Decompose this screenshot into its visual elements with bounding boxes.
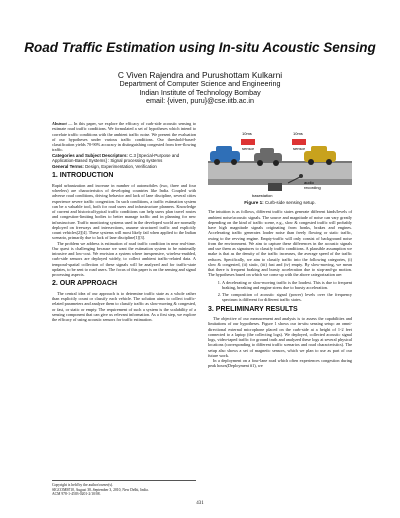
section-heading-introduction: 1. INTRODUCTION (52, 172, 114, 180)
magnetic-sensor-left-icon (241, 139, 255, 145)
road-surface (208, 163, 352, 179)
basestation-icon (268, 183, 282, 191)
page-number: 431 (196, 501, 204, 506)
left-sensor-label: sensor (242, 146, 255, 151)
intro-paragraph-2: The problem we address is estimation of road traffic condition in near real-time. Our quest is challenging because we want the estimation system to be minimally intrusive and low-cost. We envision a system where inexpensive, wireless-enabled, curb-side sensors are deployed widely, to collect ambient traffic-related data. A temporal-spatial collection of these signals will be analyzed and for traffic-state updates, to be sent to road users. The focus of this paper is on the sensing and signal processing aspects. (52, 240, 196, 278)
right-sensor-label: sensor (293, 146, 306, 151)
footnote-line-3: ACM 978-1-4503-0201-2/10/08. (52, 492, 101, 497)
terms-text: Design, Experimentation, Verification (83, 163, 157, 169)
footnote-line-1: Copyright is held by the author/owner(s). (52, 483, 114, 487)
section-heading-results: 3. PRELIMINARY RESULTS (208, 305, 298, 313)
paper-title: Road Traffic Estimation using In-situ Acoustic Sensing (24, 40, 376, 55)
figure-caption-label: Figure 1: (244, 200, 264, 205)
terms-label: General Terms: (52, 163, 84, 169)
categories-text: C.3 [Special-Purpose and Application-Based Systems] : Signal processing systems (52, 152, 180, 164)
audio-recording-label-2: recording (304, 185, 321, 190)
figure-caption-text: Curb-side sensing setup. (263, 200, 316, 205)
abstract (52, 121, 196, 153)
hypothesis-1: 1. A decelerating or slow-moving traffic is the loudest. This is due to frequent braking, breaking and engine stress due to bursty acceleration. (222, 280, 352, 291)
left-column (52, 121, 196, 322)
copyright-footnote (52, 480, 196, 497)
results-paragraph-1: The objective of our measurement and analysis is to assess the capabilities and limitations of our hypotheses. Figure 1 shows our in-situ sensing setup: an omni-directional external microphone placed on the curb-side at a height of 1-2 feet connected to a laptop (the collecting logs). We deployed, collected acoustic signal logs, video-taped traffic for ground truth and analyzed these logs at several physical locations (corresponding to different traffic scenarios and road characteristics). The setup also shows a set of magnetic sensors, which we plan to use as part of our future work. (208, 316, 352, 358)
curbside-setup-illustration (208, 121, 352, 199)
hypotheses-list (208, 280, 352, 303)
author-email: email: {viven, puru}@cse.iitb.ac.in (146, 96, 254, 106)
author-names: C Viven Rajendra and Purushottam Kulkarni (117, 70, 283, 80)
footnote-line-2: SIGCOMM'10, August 30–September 3, 2010, New Delhi, India. (52, 487, 149, 492)
figure-1 (208, 121, 352, 199)
magnetic-sensor-right-icon (292, 139, 306, 145)
affiliation-institute: Indian Institute of Technology Bombay (139, 87, 261, 97)
approach-paragraph-1: The central idea of our approach is to determine traffic state as a whole rather than explicitly count or classify each vehicle. The solution aims to collect traffic-related parameters and analyze them to classify traffic as slow-moving & congested, or fast, or static or empty. The requirement of such a system is the scalability of a sensing component that can give us relevant information. As a first step, we explore the efficacy of using acoustic sensors for traffic estimation. (52, 290, 196, 323)
right-dist-label: 10ms (293, 131, 303, 136)
categories (52, 153, 196, 164)
left-dist-label: 10ms (242, 131, 252, 136)
results-paragraph-2: In a deployment on a four-lane road which often experiences congestion during peak hours(Deployment #1), we (208, 358, 352, 369)
section-heading-approach: 2. OUR APPROACH (52, 280, 118, 288)
right-column (208, 121, 352, 369)
intro-paragraph-1: Rapid urbanization and increase in number of automobiles (two, three and four wheelers) are characteristics of developing countries like India. Coupled with adverse road conditions, driving behavior and lack of lane discipline, several cities experience severe traffic congestion. In such conditions, a traffic estimation system can be a valuable tool, both for road users and infrastructure planners. Knowledge of current and historical/typical traffic conditions can help users plan travel routes and congestion-limiting bodies to better manage traffic and in planning for new infrastructure. Traffic monitoring systems used in the developed world are normally deployed on freeways and intersections, assume structured traffic and explicitly count vehicles[2][4]. These systems will most likely fail when applied to the Indian scenario, primarily due to lack of lane discipline[1][3]. (52, 182, 196, 241)
figure-caption (208, 200, 352, 205)
affiliation-dept: Department of Computer Science and Engineering (119, 79, 281, 88)
abstract-label: Abstract (52, 121, 67, 126)
general-terms (52, 164, 196, 170)
audio-recording-label: audio (304, 180, 314, 185)
author-block (0, 70, 400, 106)
hypothesis-2: 2. The composition of acoustic signal (power) levels over the frequency spectrum is different for different traffic states. (222, 292, 352, 303)
approach-paragraph-2: The intuition is as follows, different traffic states generate different kinds/levels of ambient noise/acoustic signals. The source and magnitude of noise can vary greatly depending on the kind of traffic scene, e.g., slow & congested traffic will probably have high magnitude signals originating from honks, brakes and engines. Accelerating traffic generates louder noise than freely flowing or static traffic, owing to the revving engine. Empty-traffic will only consist of background noise from the environment. We aim to capture these differences in the acoustic signals and use them as signatures to classify traffic conditions. A plausible assumption we make is that as the density of the traffic increases, the average speed of the traffic reduces. Specifically, we aim to classify traffic into the following categories, (i) slow & congested, (ii) static, (iii) fast and (iv) empty. By slow-moving, we mean that there is frequent braking and bursty acceleration due to stop-and-go motion. The hypotheses based on which we come up with the above categorization are: (208, 209, 352, 278)
abstract-text: — In this paper, we explore the efficacy of curb-side acoustic sensing to estimate road traffic conditions. We formulated a set of hypotheses which intend to correlate traffic conditions with the ambient traffic noise. We present the evaluation of our hypotheses under various traffic conditions. Our threshold-based-classification yields 70-90% accuracy in distinguishing congested from free-flowing traffic. (52, 121, 196, 153)
basestation-label: basestation (252, 193, 273, 198)
microphone-icon (299, 174, 303, 178)
categories-label: Categories and Subject Descriptors: (52, 152, 128, 158)
